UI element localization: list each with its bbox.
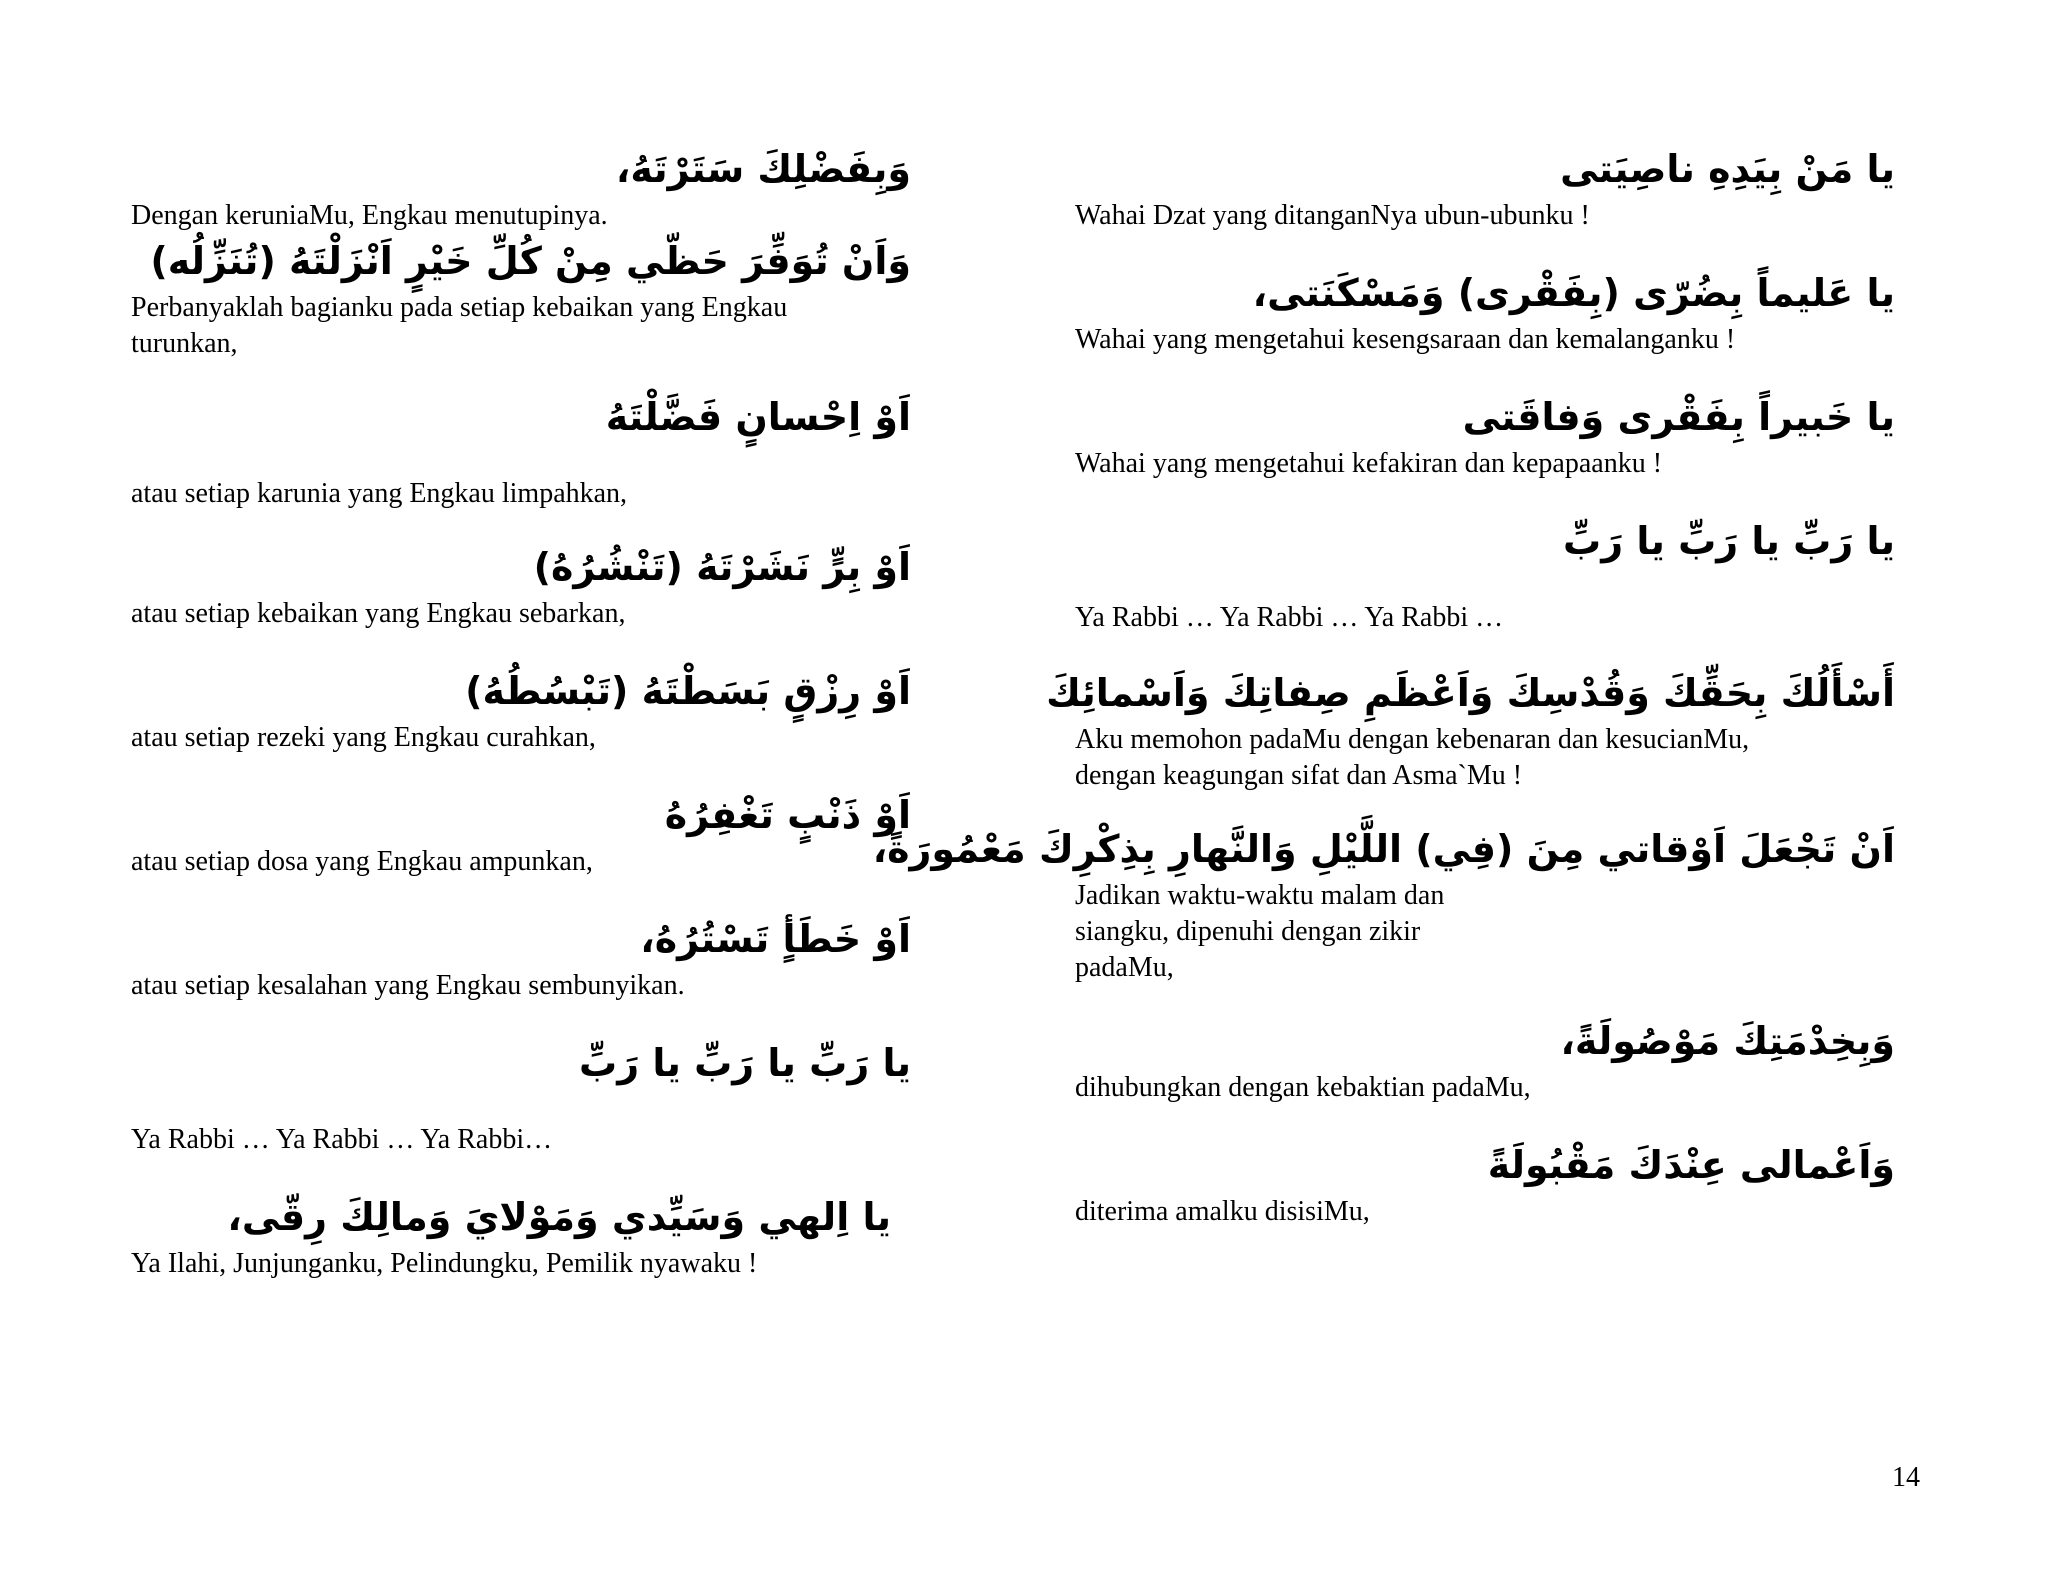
translation-line: dihubungkan dengan kebaktian padaMu,	[1075, 1072, 1531, 1103]
page-number: 14	[1892, 1462, 1920, 1493]
translation-line: Wahai yang mengetahui kesengsaraan dan kemalanganku !	[1075, 324, 1736, 355]
arabic-line: يا اِلهي وَسَيِّدي وَمَوْلايَ وَمالِكَ رِقّى،	[227, 1195, 891, 1239]
verse	[1075, 1136, 1895, 1230]
translation-line: Wahai yang mengetahui kefakiran dan kepapaanku !	[1075, 448, 1663, 479]
arabic-line: اَوْ ذَنْبٍ تَغْفِرُهُ	[664, 793, 911, 837]
arabic-line: اَوْ رِزْقٍ بَسَطْتَهُ (تَبْسُطُهُ)	[465, 669, 911, 713]
translation-line: Ya Rabbi … Ya Rabbi … Ya Rabbi …	[1075, 602, 1504, 633]
verse	[1075, 264, 1895, 358]
translation-line: Jadikan waktu-waktu malam dan siangku, dipenuhi dengan zikir padaMu,	[1075, 880, 1445, 983]
verse	[1075, 1012, 1895, 1106]
translation-line: Perbanyaklah bagianku pada setiap kebaikan yang Engkau turunkan,	[131, 292, 788, 359]
translation-line: Ya Rabbi … Ya Rabbi … Ya Rabbi…	[131, 1124, 553, 1155]
verse	[1075, 512, 1895, 636]
verse	[131, 786, 911, 880]
arabic-line: أَسْأَلُكَ بِحَقِّكَ وَقُدْسِكَ وَاَعْظَمِ صِفاتِكَ وَاَسْمائِكَ	[1046, 671, 1895, 715]
arabic-line: وَبِفَضْلِكَ سَتَرْتَهُ،	[615, 147, 911, 191]
verse	[872, 820, 1895, 986]
arabic-line: اَوْ بِرٍّ نَشَرْتَهُ (تَنْشُرُهُ)	[533, 545, 911, 589]
translation-line: Ya Ilahi, Junjunganku, Pelindungku, Pemilik nyawaku !	[131, 1248, 758, 1279]
verse	[131, 662, 911, 756]
arabic-line: يا مَنْ بِيَدِهِ ناصِيَتى	[1560, 147, 1895, 191]
arabic-line: يا عَليماً بِضُرّى (بِفَقْرى) وَمَسْكَنَتى،	[1252, 271, 1895, 315]
left-column	[131, 140, 911, 1282]
arabic-line: وَاَنْ تُوَفِّرَ حَظّي مِنْ كُلِّ خَيْرٍ اَنْزَلْتَهُ (تُنَزِّلُه)	[150, 239, 911, 283]
verse	[131, 140, 911, 231]
right-column	[872, 140, 1895, 1230]
translation-line: diterima amalku disisiMu,	[1075, 1196, 1370, 1227]
translation-line: Dengan keruniaMu, Engkau menutupinya.	[131, 200, 608, 231]
verse	[1075, 140, 1895, 234]
translation-line: atau setiap kebaikan yang Engkau sebarkan,	[131, 598, 626, 629]
verse	[1046, 664, 1895, 794]
translation-line: atau setiap kesalahan yang Engkau sembunyikan.	[131, 970, 685, 1001]
verse	[131, 232, 911, 362]
verse	[131, 910, 911, 1004]
translation-line: atau setiap rezeki yang Engkau curahkan,	[131, 722, 596, 753]
arabic-line: وَبِخِدْمَتِكَ مَوْصُولَةً،	[1560, 1019, 1895, 1063]
translation-line: Wahai Dzat yang ditanganNya ubun-ubunku !	[1075, 200, 1590, 231]
verse	[131, 1188, 911, 1282]
verse	[1075, 388, 1895, 482]
verse	[131, 388, 911, 512]
arabic-line: اَوْ اِحْسانٍ فَضَّلْتَهُ	[605, 395, 911, 439]
arabic-line: وَاَعْمالى عِنْدَكَ مَقْبُولَةً	[1487, 1143, 1895, 1187]
translation-line: atau setiap karunia yang Engkau limpahkan,	[131, 478, 628, 509]
translation-line: Aku memohon padaMu dengan kebenaran dan kesucianMu, dengan keagungan sifat dan Asma`Mu !	[1075, 724, 1750, 791]
arabic-line: يا رَبِّ يا رَبِّ يا رَبِّ	[579, 1041, 911, 1085]
arabic-line: اَنْ تَجْعَلَ اَوْقاتي مِنَ (فِي) اللَّيْلِ وَالنَّهارِ بِذِكْرِكَ مَعْمُورَةً،	[872, 827, 1895, 871]
arabic-line: يا خَبيراً بِفَقْرى وَفاقَتى	[1462, 395, 1895, 439]
arabic-line: يا رَبِّ يا رَبِّ يا رَبِّ	[1563, 519, 1895, 563]
arabic-line: اَوْ خَطَأٍ تَسْتُرُهُ،	[640, 917, 911, 961]
verse	[131, 538, 911, 632]
verse	[131, 1034, 911, 1158]
translation-line: atau setiap dosa yang Engkau ampunkan,	[131, 846, 593, 877]
